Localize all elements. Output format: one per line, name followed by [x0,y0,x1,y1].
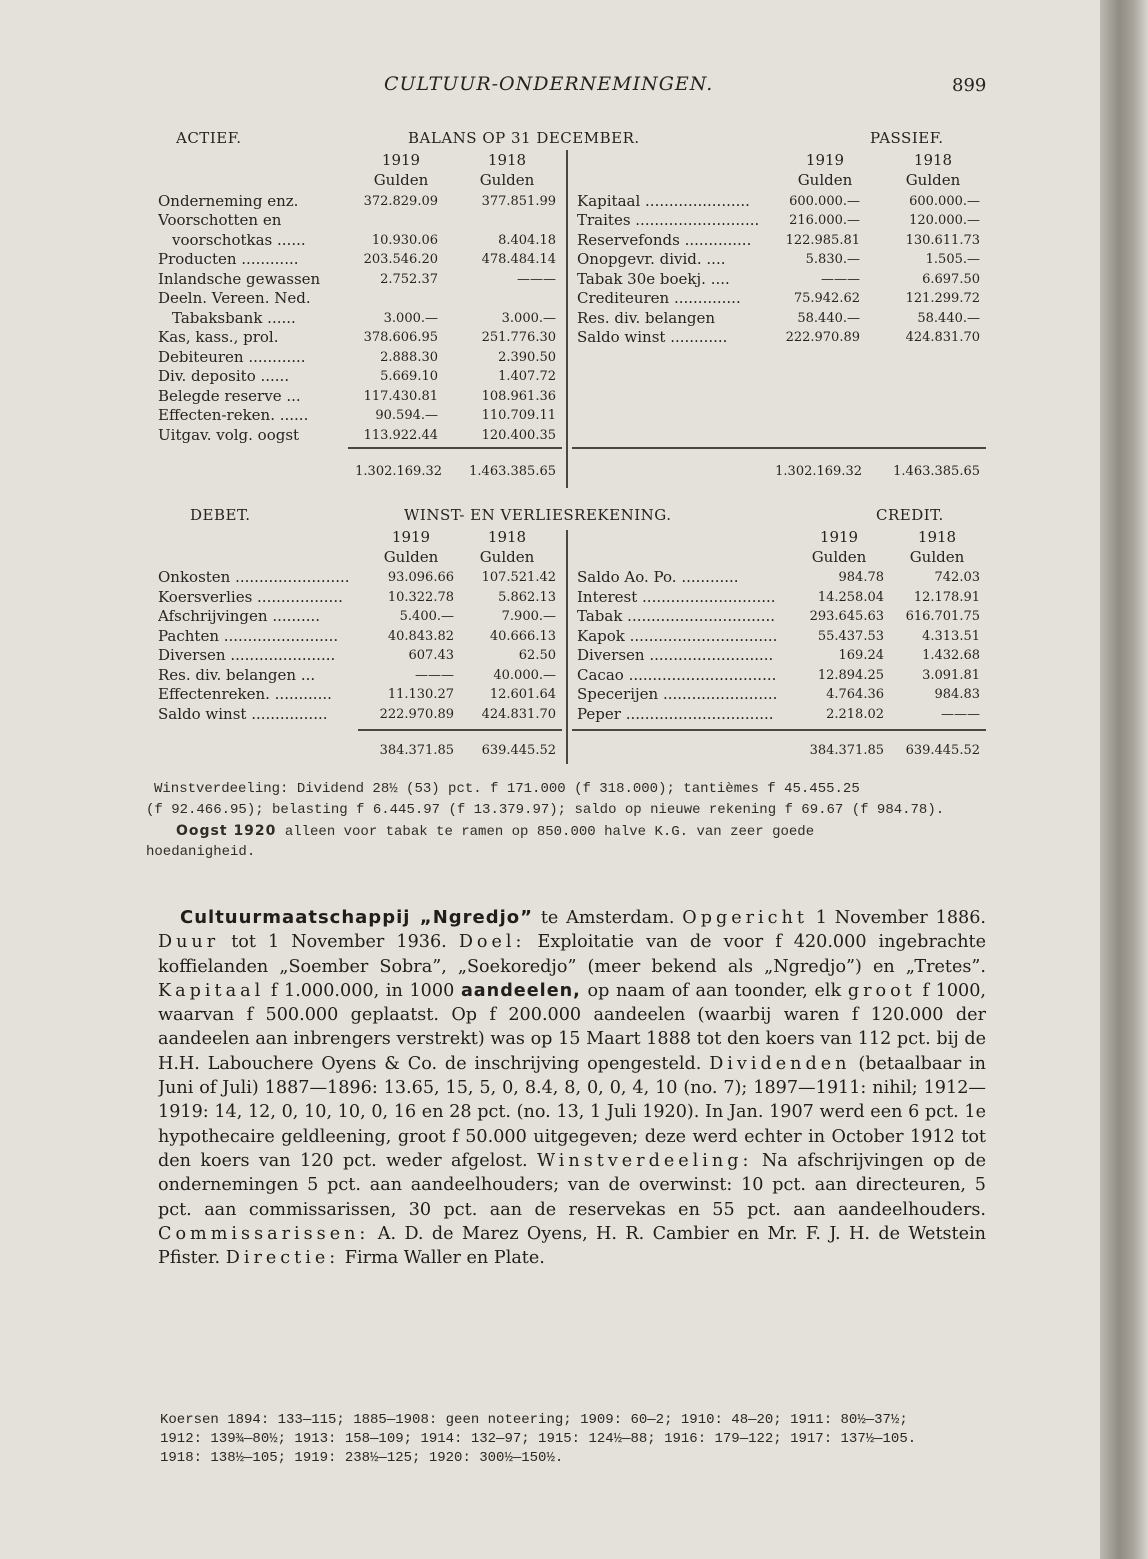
balans-right-unit-1919: Gulden [797,171,853,189]
debet-label: Res. div. belangen ... [158,666,316,684]
credit-value-1918: 616.701.75 [905,609,980,624]
debet-value-1919: 222.970.89 [379,707,454,722]
keyword-directie: Directie: [225,1248,340,1269]
debet-value-1918: 424.831.70 [481,707,556,722]
passief-heading: PASSIEF. [870,129,944,147]
debet-value-1918: 7.900.— [501,609,556,624]
actief-value-1918: 2.390.50 [498,350,556,365]
winst-left-year-1918: 1918 [487,528,527,546]
passief-value-1918: 1.505.— [925,252,980,267]
balans-left-unit-1919: Gulden [373,171,429,189]
passief-value-1918: 6.697.50 [922,272,980,287]
actief-value-1919: 5.669.10 [380,369,438,384]
debet-label: Saldo winst ................ [158,705,328,723]
actief-value-1919: 2.888.30 [380,350,438,365]
credit-value-1919: 293.645.63 [809,609,884,624]
credit-value-1918: 1.432.68 [922,648,980,663]
credit-value-1918: 4.313.51 [922,629,980,644]
debet-value-1919: 40.843.82 [387,629,454,644]
credit-label: Tabak ............................... [577,607,775,625]
passief-label: Tabak 30e boekj. .... [577,270,730,288]
keyword-groot: groot [847,980,916,1001]
debet-value-1918: 107.521.42 [481,570,556,585]
winst-left-unit-1918: Gulden [479,548,535,566]
actief-label: Deeln. Vereen. Ned. [158,289,311,307]
article-text-5: f 1.000.000, in 1000 [270,980,455,1001]
balans-left-total-1918: 1.463.385.65 [469,464,556,479]
actief-label: Effecten-reken. ...... [158,406,309,424]
credit-label: Specerijen ........................ [577,685,778,703]
actief-label: Voorschotten en [158,211,282,229]
article-text-7: f 1000, waarvan f 500.000 geplaatst. Op f 200.000 aandeelen (waarbij waren f 120.000 der aandeelen aan inbrengers verstrekt) was op 15 Maart 1888 tot den koers van 112 pct. bij de H.H. Labouchere Oyens & Co. de inschrijving opengesteld. [158,980,986,1074]
credit-label: Saldo Ao. Po. ............ [577,568,739,586]
debet-label: Afschrijvingen .......... [158,607,321,625]
credit-value-1918: 12.178.91 [913,590,980,605]
article-text-2: 1 November 1886. [815,908,986,928]
actief-label: Uitgav. volg. oogst [158,426,300,444]
actief-value-1919: 10.930.06 [371,233,438,248]
actief-value-1918: 251.776.30 [481,330,556,345]
article-text-8: (betaalbaar in Juni of Juli) 1887—1896: 13.65, 15, 5, 0, 8.4, 8, 0, 0, 4, 10 (no. 7); 1897—1911: nihil; 1912—1919: 14, 12, 0, 10, 10, 0, 16 en 28 pct. (no. 13, 1 Juli 1920). In Jan. 1907 werd een 6 pct. 1e hypothecaire geldleening, groot f 50.000 uitgegeven; deze werd echter in October 1912 tot den koers van 120 pct. weder afgelost. [158,1053,986,1171]
credit-value-1919: 984.78 [838,570,884,585]
credit-value-1918: 742.03 [934,570,980,585]
actief-label: Div. deposito ...... [158,367,290,385]
credit-heading: CREDIT. [876,506,944,524]
actief-label: Kas, kass., prol. [158,328,279,346]
debet-value-1918: 40.666.13 [489,629,556,644]
passief-label: Reservefonds .............. [577,231,752,249]
debet-value-1919: 10.322.78 [387,590,454,605]
actief-value-1918: 110.709.11 [481,408,556,423]
passief-value-1918: 600.000.— [909,194,980,209]
winst-right-total-1919: 384.371.85 [809,743,884,758]
koersen-line-1: Koersen 1894: 133—115; 1885—1908: geen noteering; 1909: 60—2; 1910: 48—20; 1911: 80½—37½; [160,1412,908,1428]
passief-value-1919: 122.985.81 [785,233,860,248]
oogst-bold-label: Oogst 1920 [176,823,277,839]
actief-value-1919: 2.752.37 [380,272,438,287]
keyword-doel: Doel: [458,932,526,953]
winst-left-total-1919: 384.371.85 [379,743,454,758]
actief-value-1918: 108.961.36 [481,389,556,404]
credit-value-1919: 2.218.02 [826,707,884,722]
debet-value-1919: ——— [415,668,454,683]
oogst-note-text: alleen voor tabak te ramen op 850.000 halve K.G. van zeer goede [284,824,815,840]
balans-right-year-1918: 1918 [913,151,953,169]
balans-right-year-1919: 1919 [805,151,845,169]
debet-label: Onkosten ........................ [158,568,350,586]
credit-value-1919: 12.894.25 [817,668,884,683]
credit-value-1919: 14.258.04 [817,590,884,605]
credit-value-1918: 984.83 [934,687,980,702]
balans-title: BALANS OP 31 DECEMBER. [408,129,640,147]
koersen-line-2: 1912: 139¾—80½; 1913: 158—109; 1914: 132—97; 1915: 124½—88; 1916: 179—122; 1917: 137½—105. [160,1431,917,1447]
credit-label: Interest ............................ [577,588,776,606]
passief-label: Saldo winst ............ [577,328,728,346]
debet-value-1919: 5.400.— [399,609,454,624]
article-text-3: tot 1 November 1936. [231,932,447,953]
passief-label: Kapitaal ...................... [577,192,750,210]
koersen-line-3: 1918: 138½—105; 1919: 238½—125; 1920: 300½—150½. [160,1450,564,1466]
balans-right-sum-rule [572,447,986,449]
company-name: Cultuurmaatschappij „Ngredjo” [180,907,534,928]
balans-right-total-1918: 1.463.385.65 [893,464,980,479]
keyword-dividenden: Dividenden [709,1053,851,1074]
debet-label: Koersverlies .................. [158,588,343,606]
running-header-title: CULTUUR-ONDERNEMINGEN. [384,73,714,95]
credit-label: Kapok ............................... [577,627,778,645]
winst-right-total-1918: 639.445.52 [905,743,980,758]
winst-divider [566,530,568,764]
actief-label: Belegde reserve ... [158,387,301,405]
passief-value-1918: 58.440.— [917,311,980,326]
passief-value-1918: 424.831.70 [905,330,980,345]
actief-value-1919: 378.606.95 [363,330,438,345]
winst-left-total-1918: 639.445.52 [481,743,556,758]
article-text-10: A. D. de Marez Oyens, H. R. Cambier en Mr. F. J. H. de Wetstein Pfister. [158,1223,986,1269]
debet-value-1918: 62.50 [518,648,556,663]
oogst-note-line-4: hoedanigheid. [146,844,256,860]
article-text-4: Exploitatie van de voor f 420.000 ingebrachte koffielanden „Soember Sobra”, „Soekoredjo” (meer bekend als „Ngredjo”) en „Tretes”. [158,932,986,977]
passief-label: Res. div. belangen [577,309,716,327]
debet-label: Diversen ...................... [158,646,336,664]
passief-label: Crediteuren .............. [577,289,741,307]
credit-label: Diversen .......................... [577,646,774,664]
actief-value-1919: 117.430.81 [363,389,438,404]
actief-heading: ACTIEF. [176,129,242,147]
keyword-kapitaal: Kapitaal [158,980,265,1001]
debet-value-1919: 11.130.27 [387,687,454,702]
actief-value-1919: 3.000.— [383,311,438,326]
actief-value-1918: 8.404.18 [498,233,556,248]
winst-left-year-1919: 1919 [391,528,431,546]
debet-value-1918: 5.862.13 [498,590,556,605]
actief-value-1918: 1.407.72 [498,369,556,384]
actief-value-1919: 90.594.— [375,408,438,423]
keyword-winstverdeeling: Winstverdeeling: [537,1150,753,1171]
winst-right-year-1918: 1918 [917,528,957,546]
keyword-opgericht: Opgericht [682,908,808,928]
debet-label: Pachten ........................ [158,627,339,645]
winst-right-unit-1919: Gulden [811,548,867,566]
aandeelen-bold: aandeelen, [460,980,581,1001]
keyword-commissarissen: Commissarissen: [158,1223,370,1244]
passief-value-1919: 222.970.89 [785,330,860,345]
actief-value-1918: 3.000.— [501,311,556,326]
winstverdeeling-note-line-2: (f 92.466.95); belasting f 6.445.97 (f 13.379.97); saldo op nieuwe rekening f 69.67 (f 984.78). [146,802,945,818]
keyword-duur: Duur [158,932,220,953]
article-text-6: op naam of aan toonder, elk [587,980,842,1001]
credit-label: Peper ............................... [577,705,774,723]
winst-right-unit-1918: Gulden [909,548,965,566]
balans-left-year-1919: 1919 [381,151,421,169]
debet-value-1919: 93.096.66 [387,570,454,585]
balans-left-total-1919: 1.302.169.32 [355,464,442,479]
actief-value-1919: 372.829.09 [363,194,438,209]
actief-label: Onderneming enz. [158,192,299,210]
winst-left-sum-rule [358,729,562,731]
passief-value-1918: 121.299.72 [905,291,980,306]
actief-value-1919: 113.922.44 [363,428,438,443]
debet-label: Effectenreken. ............ [158,685,332,703]
balans-left-unit-1918: Gulden [479,171,535,189]
actief-value-1918: 377.851.99 [481,194,556,209]
actief-value-1918: ——— [517,272,556,287]
oogst-note-line-3 [176,821,814,842]
actief-value-1918: 120.400.35 [481,428,556,443]
actief-label: Producten ............ [158,250,299,268]
article-text-1: te Amsterdam. [540,908,675,928]
debet-heading: DEBET. [190,506,251,524]
passief-value-1919: 75.942.62 [793,291,860,306]
winst-title: WINST- EN VERLIESREKENING. [404,506,672,524]
winst-right-sum-rule [572,729,986,731]
passief-value-1919: ——— [821,272,860,287]
actief-label: Tabaksbank ...... [172,309,296,327]
passief-value-1919: 5.830.— [805,252,860,267]
credit-value-1919: 169.24 [838,648,884,663]
passief-value-1919: 58.440.— [797,311,860,326]
passief-label: Onopgevr. divid. .... [577,250,726,268]
credit-value-1918: ——— [941,707,980,722]
debet-value-1918: 40.000.— [493,668,556,683]
page-number: 899 [952,75,987,96]
balans-right-total-1919: 1.302.169.32 [775,464,862,479]
winstverdeeling-note-line-1: Winstverdeeling: Dividend 28½ (53) pct. f 171.000 (f 318.000); tantièmes f 45.455.25 [154,781,860,797]
credit-value-1918: 3.091.81 [922,668,980,683]
balans-left-sum-rule [348,447,562,449]
debet-value-1919: 607.43 [408,648,454,663]
actief-label: Debiteuren ............ [158,348,306,366]
company-article [158,906,986,1286]
article-text-9: Na afschrijvingen op de ondernemingen 5 pct. aan aandeelhouders; van de overwinst: 10 pct. aan directeuren, 5 pct. aan commissarissen, 30 pct. aan de reservekas en 55 pct. aan aandeelhouders. [158,1150,986,1220]
credit-label: Cacao ............................... [577,666,777,684]
winst-right-year-1919: 1919 [819,528,859,546]
actief-value-1918: 478.484.14 [481,252,556,267]
passief-value-1919: 600.000.— [789,194,860,209]
actief-label: voorschotkas ...... [172,231,306,249]
credit-value-1919: 4.764.36 [826,687,884,702]
balans-divider [566,150,568,488]
actief-value-1919: 203.546.20 [363,252,438,267]
debet-value-1918: 12.601.64 [489,687,556,702]
actief-label: Inlandsche gewassen [158,270,321,288]
passief-value-1919: 216.000.— [789,213,860,228]
balans-left-year-1918: 1918 [487,151,527,169]
credit-value-1919: 55.437.53 [817,629,884,644]
passief-value-1918: 120.000.— [909,213,980,228]
article-text-11: Firma Waller en Plate. [344,1248,545,1269]
book-page-edge [1100,0,1148,1559]
balans-right-unit-1918: Gulden [905,171,961,189]
passief-label: Traites .......................... [577,211,760,229]
passief-value-1918: 130.611.73 [905,233,980,248]
winst-left-unit-1919: Gulden [383,548,439,566]
